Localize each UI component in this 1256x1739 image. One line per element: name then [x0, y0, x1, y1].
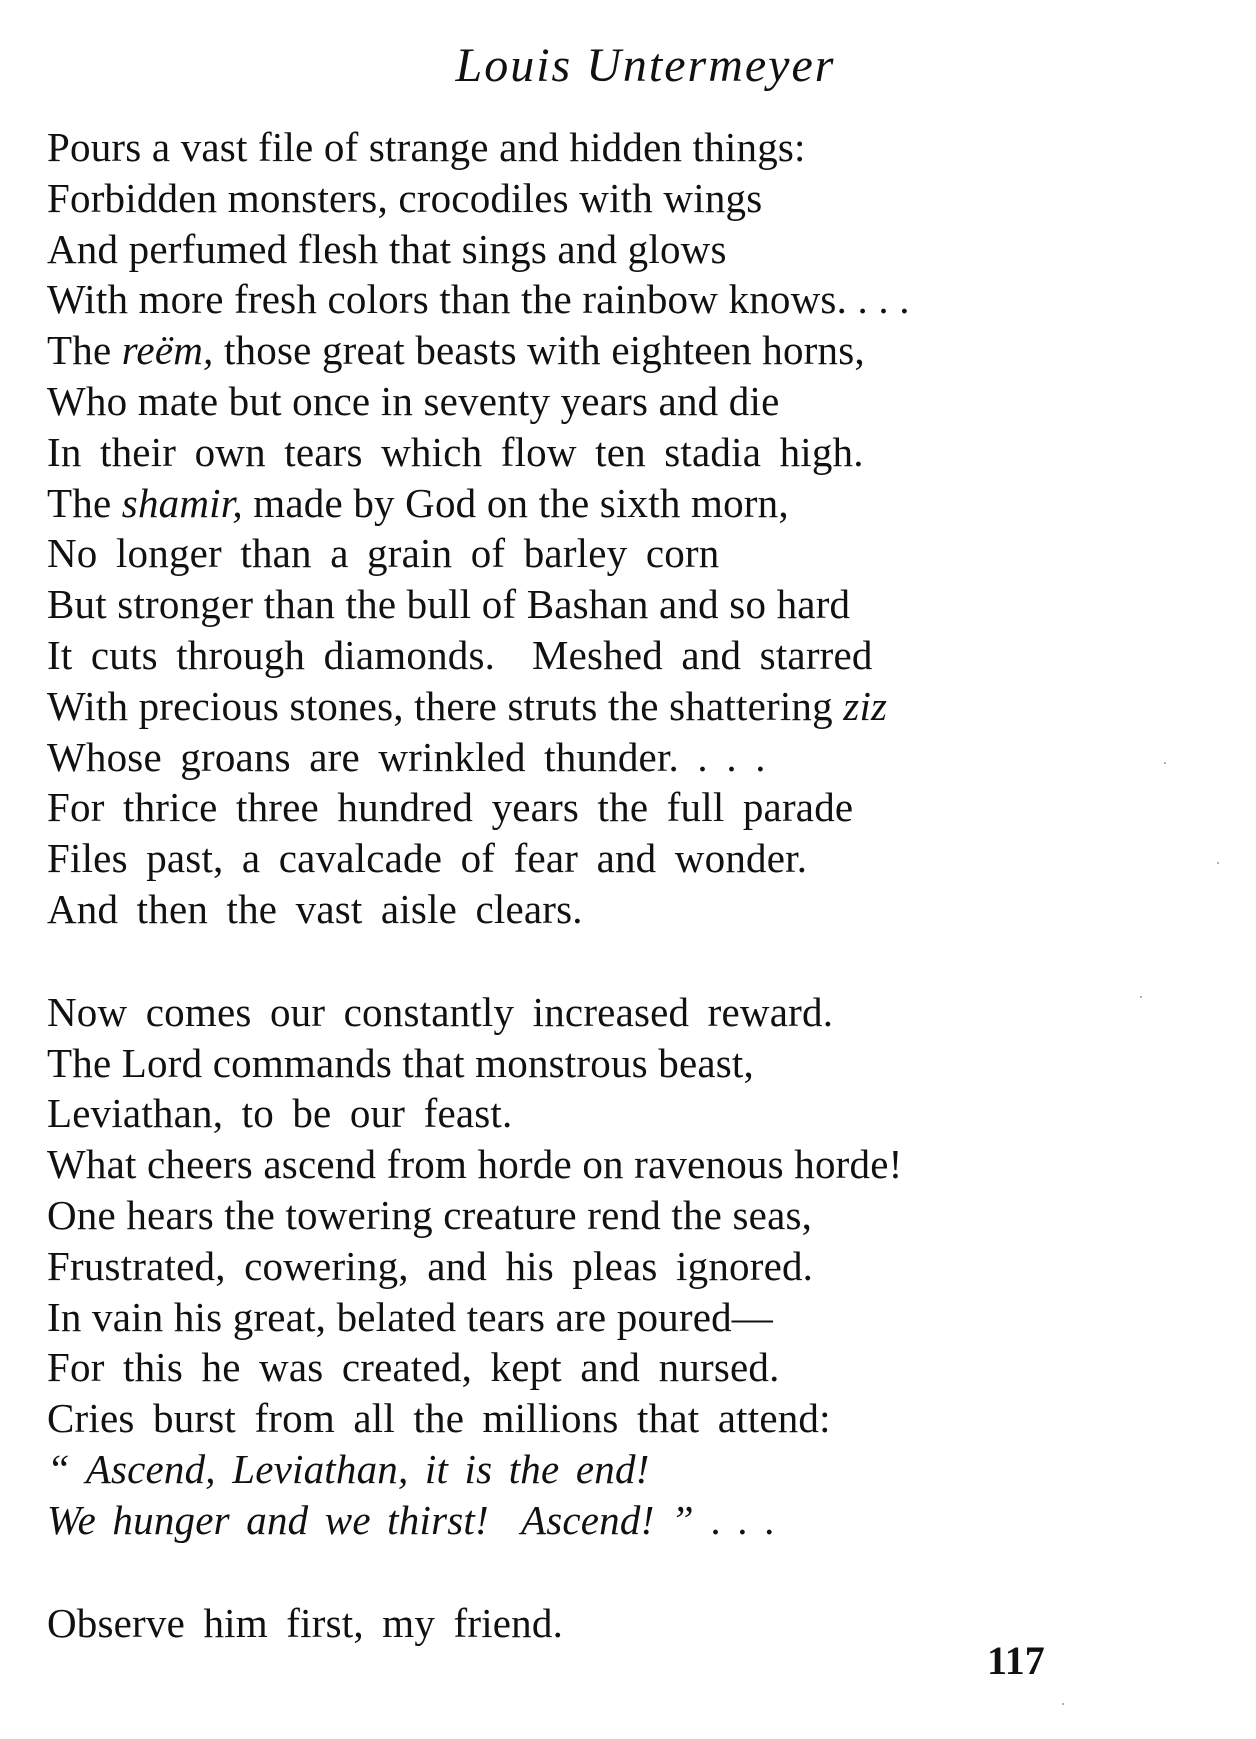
italic-word: ziz	[843, 682, 888, 729]
poem-line: No longer than a grain of barley corn	[47, 530, 720, 577]
poem-line: For this he was created, kept and nursed.	[47, 1344, 780, 1391]
line-segment: The	[47, 479, 122, 526]
page-number: 117	[987, 1638, 1045, 1683]
poem-line: And then the vast aisle clears.	[47, 885, 583, 932]
poem-line	[47, 325, 1167, 376]
poem-line: Pours a vast file of strange and hidden things:	[47, 124, 806, 170]
poem-line: But stronger than the bull of Bashan and so hard	[47, 581, 851, 628]
poem-line	[47, 478, 1167, 529]
poem-line: Who mate but once in seventy years and die	[47, 377, 780, 424]
print-speck	[1062, 1703, 1064, 1705]
line-segment: With precious stones, there struts the shattering	[47, 682, 844, 729]
poem-line: It cuts through diamonds. Meshed and starred	[47, 631, 873, 678]
poem-line: The Lord commands that monstrous beast,	[47, 1039, 754, 1086]
poem-line: Forbidden monsters, crocodiles with wings	[47, 174, 763, 221]
italic-word: reëm,	[121, 327, 214, 374]
stanza-2	[47, 987, 1167, 1546]
running-head-author: Louis Untermeyer	[455, 39, 836, 92]
poem-line: With more fresh colors than the rainbow knows. . . .	[47, 276, 910, 323]
poem-line	[47, 1495, 1167, 1546]
line-segment: made by God on the sixth morn,	[242, 479, 789, 526]
poem-line: Files past, a cavalcade of fear and wonder.	[47, 835, 808, 882]
italic-word: shamir,	[121, 479, 243, 526]
print-speck	[1140, 996, 1142, 998]
poem-line: One hears the towering creature rend the seas,	[47, 1191, 813, 1238]
poem-line	[47, 681, 1167, 732]
poem-line: For thrice three hundred years the full parade	[47, 784, 854, 831]
poem-line: In vain his great, belated tears are poured—	[47, 1293, 773, 1340]
poem-line: And perfumed flesh that sings and glows	[47, 225, 727, 272]
poem-line: Whose groans are wrinkled thunder. . . .	[47, 733, 766, 780]
italic-phrase: We hunger and we thirst! Ascend! ”	[47, 1496, 694, 1543]
print-speck	[1164, 762, 1166, 764]
line-segment: The	[47, 327, 122, 374]
poem-line: Now comes our constantly increased reward.	[47, 988, 834, 1035]
print-speck	[1217, 862, 1219, 864]
poem-line: Cries burst from all the millions that attend:	[47, 1395, 831, 1442]
poem-line: Leviathan, to be our feast.	[47, 1090, 513, 1137]
poem-line: Observe him first, my friend.	[47, 1599, 564, 1646]
poem-line: In their own tears which flow ten stadia high.	[47, 428, 864, 475]
poem-line: Frustrated, cowering, and his pleas ignored.	[47, 1242, 814, 1289]
poem-line: “ Ascend, Leviathan, it is the end!	[47, 1445, 650, 1492]
poem-line: What cheers ascend from horde on ravenous horde!	[47, 1141, 903, 1188]
line-segment: . . .	[693, 1496, 775, 1543]
line-segment: those great beasts with eighteen horns,	[213, 327, 865, 374]
poem-body	[47, 122, 1167, 1648]
stanza-1	[47, 122, 1167, 935]
